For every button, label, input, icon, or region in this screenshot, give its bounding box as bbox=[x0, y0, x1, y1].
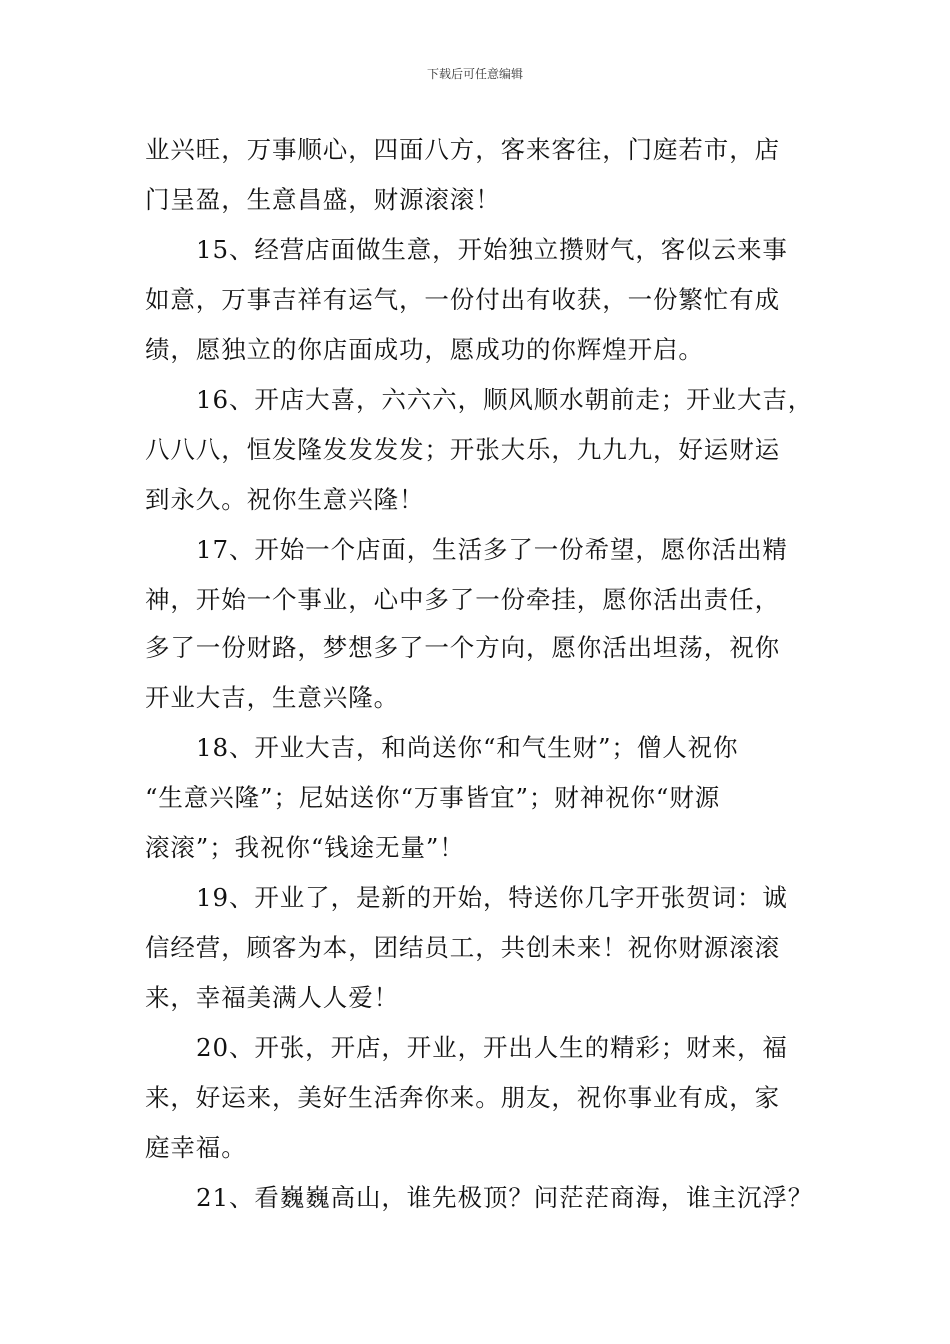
text-line: 业兴旺，万事顺心，四面八方，客来客往，门庭若市，店 bbox=[145, 135, 780, 164]
paragraph-start-20: 20、开张，开店，开业，开出人生的精彩；财来，福 bbox=[196, 1033, 788, 1062]
text-line: 滚滚”；我祝你“钱途无量”！ bbox=[145, 833, 465, 862]
paragraph-start-15: 15、经营店面做生意，开始独立攒财气，客似云来事 bbox=[196, 235, 788, 264]
text-line: 如意，万事吉祥有运气，一份付出有收获，一份繁忙有成 bbox=[145, 285, 780, 314]
text-line: 神，开始一个事业，心中多了一份牵挂，愿你活出责任， bbox=[145, 585, 780, 614]
text-line: 开业大吉，生意兴隆。 bbox=[145, 683, 399, 712]
page-header: 下载后可任意编辑 bbox=[426, 67, 523, 81]
paragraph-start-17: 17、开始一个店面，生活多了一份希望，愿你活出精 bbox=[196, 535, 788, 564]
text-line: 多了一份财路，梦想多了一个方向，愿你活出坦荡，祝你 bbox=[145, 633, 780, 662]
text-line: “生意兴隆”；尼姑送你“万事皆宜”；财神祝你“财源 bbox=[145, 783, 721, 812]
paragraph-start-19: 19、开业了，是新的开始，特送你几字开张贺词：诚 bbox=[196, 883, 788, 912]
paragraph-start-18: 18、开业大吉，和尚送你“和气生财”；僧人祝你 bbox=[196, 733, 739, 762]
text-line: 到永久。祝你生意兴隆！ bbox=[145, 485, 425, 514]
paragraph-start-16: 16、开店大喜，六六六，顺风顺水朝前走；开业大吉， bbox=[196, 385, 814, 414]
text-line: 八八八，恒发隆发发发发；开张大乐，九九九，好运财运 bbox=[145, 435, 780, 464]
text-line: 门呈盈，生意昌盛，财源滚滚！ bbox=[145, 185, 501, 214]
text-line: 来，好运来，美好生活奔你来。朋友，祝你事业有成，家 bbox=[145, 1083, 780, 1112]
text-line: 来，幸福美满人人爱！ bbox=[145, 983, 399, 1012]
text-line: 绩，愿独立的你店面成功，愿成功的你辉煌开启。 bbox=[145, 335, 704, 364]
text-line: 庭幸福。 bbox=[145, 1133, 247, 1162]
text-line: 信经营，顾客为本，团结员工，共创未来！祝你财源滚滚 bbox=[145, 933, 780, 962]
paragraph-start-21: 21、看巍巍高山，谁先极顶？问茫茫商海，谁主沉浮？ bbox=[196, 1183, 814, 1212]
